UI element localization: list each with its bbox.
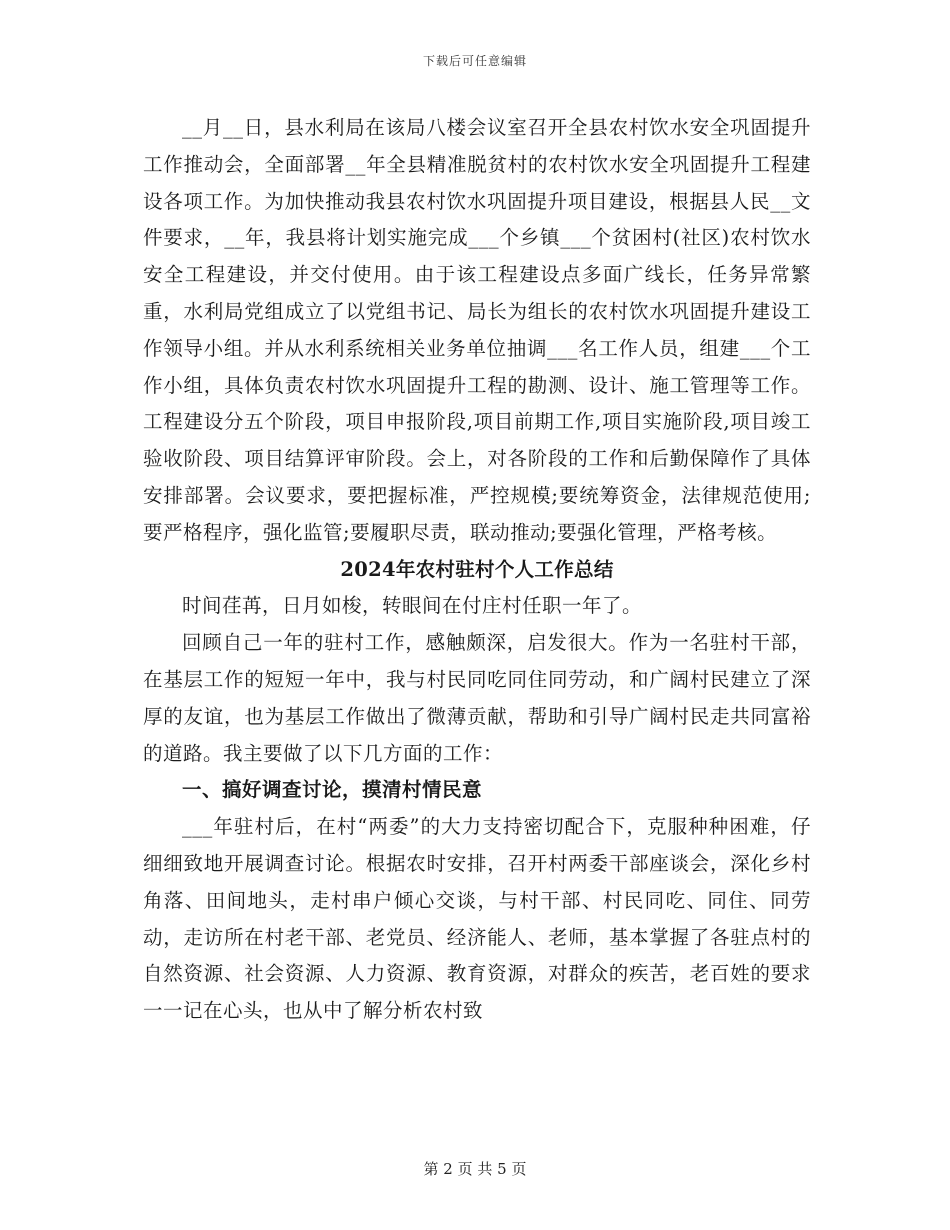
paragraph-intro: 时间荏苒，日月如梭，转眼间在付庄村任职一年了。 <box>182 594 643 618</box>
document-title: 2024年农村驻村个人工作总结 <box>340 557 614 581</box>
paragraph-survey: ___年驻村后，在村“两委”的大力支持密切配合下，克服种种困难，仔细细致地开展调查讨论。根据农时安排，召开村两委干部座谈会，深化乡村角落、田间地头，走村串户倾心交谈，与村干部、村民同吃、同住、同劳动，走访所在村老干部、老党员、经济能人、老师，基本掌握了各驻点村的自然资源、社会资源、人力资源、教育资源，对群众的疾苦，老百姓的要求一一记在心头，也从中了解分析农村致 <box>143 815 811 1023</box>
page-header: 下载后可任意编辑 <box>422 54 527 68</box>
paragraph-meeting: __月__日，县水利局在该局八楼会议室召开全县农村饮水安全巩固提升工作推动会，全面部署__年全县精准脱贫村的农村饮水安全巩固提升工程建设各项工作。为加快推动我县农村饮水巩固提升项目建设，根据县人民__文件要求，__年，我县将计划实施完成___个乡镇___个贫困村(社区)农村饮水安全工程建设，并交付使用。由于该工程建设点多面广线长，任务异常繁重，水利局党组成立了以党组书记、局长为组长的农村饮水巩固提升建设工作领导小组。并从水利系统相关业务单位抽调___名工作人员，组建___个工作小组，具体负责农村饮水巩固提升工程的勘测、设计、施工管理等工作。工程建设分五个阶段，项目申报阶段,项目前期工作,项目实施阶段,项目竣工验收阶段、项目结算评审阶段。会上，对各阶段的工作和后勤保障作了具体安排部署。会议要求，要把握标准，严控规模;要统筹资金，法律规范使用;要严格程序，强化监管;要履职尽责，联动推动;要强化管理，严格考核。 <box>143 116 811 544</box>
document-body <box>143 110 811 1030</box>
paragraph-review: 回顾自己一年的驻村工作，感触颇深，启发很大。作为一名驻村干部，在基层工作的短短一年中，我与村民同吃同住同劳动，和广阔村民建立了深厚的友谊，也为基层工作做出了微薄贡献，帮助和引导广阔村民走共同富裕的道路。我主要做了以下几方面的工作： <box>143 631 811 765</box>
section-heading-1: 一、搞好调查讨论，摸清村情民意 <box>182 778 483 802</box>
page-number: 第 2 页 共 5 页 <box>423 1160 527 1178</box>
